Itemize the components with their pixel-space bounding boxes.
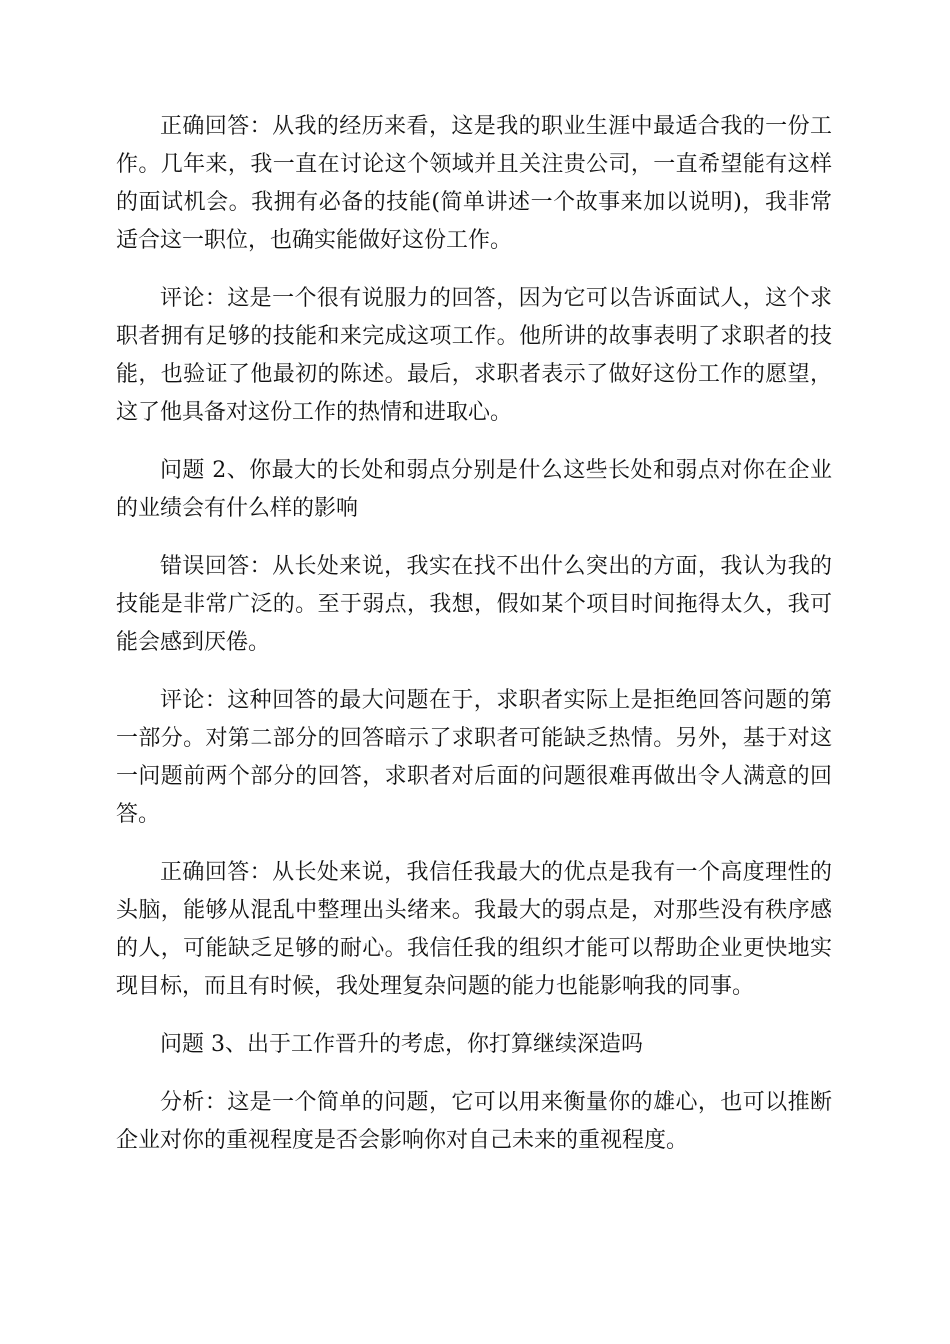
document-body (116, 108, 832, 1180)
paragraph-question-2: 问题 2、你最大的长处和弱点分别是什么这些长处和弱点对你在企业的业绩会有什么样的影响 (116, 458, 832, 521)
paragraph-comment-1: 评论：这是一个很有说服力的回答，因为它可以告诉面试人，这个求职者拥有足够的技能和来完成这项工作。他所讲的故事表明了求职者的技能，也验证了他最初的陈述。最后，求职者表示了做好这份工作的愿望，这了他具备对这份工作的热情和进取心。 (116, 286, 832, 425)
paragraph-correct-answer-1: 正确回答：从我的经历来看，这是我的职业生涯中最适合我的一份工作。几年来，我一直在讨论这个领域并且关注贵公司，一直希望能有这样的面试机会。我拥有必备的技能(简单讲述一个故事来加以说明)，我非常适合这一职位，也确实能做好这份工作。 (116, 114, 832, 253)
paragraph-correct-answer-2: 正确回答：从长处来说，我信任我最大的优点是我有一个高度理性的头脑，能够从混乱中整理出头绪来。我最大的弱点是，对那些没有秩序感的人，可能缺乏足够的耐心。我信任我的组织才能可以帮助企业更快地实现目标，而且有时候，我处理复杂问题的能力也能影响我的同事。 (116, 860, 832, 999)
paragraph-comment-2: 评论：这种回答的最大问题在于，求职者实际上是拒绝回答问题的第一部分。对第二部分的回答暗示了求职者可能缺乏热情。另外，基于对这一问题前两个部分的回答，求职者对后面的问题很难再做出令人满意的回答。 (116, 688, 832, 827)
paragraph-question-3: 问题 3、出于工作晋升的考虑，你打算继续深造吗 (160, 1032, 643, 1057)
paragraph-analysis-3: 分析：这是一个简单的问题，它可以用来衡量你的雄心，也可以推断企业对你的重视程度是否会影响你对自己未来的重视程度。 (116, 1090, 832, 1153)
paragraph-wrong-answer-2: 错误回答：从长处来说，我实在找不出什么突出的方面，我认为我的技能是非常广泛的。至于弱点，我想，假如某个项目时间拖得太久，我可能会感到厌倦。 (116, 554, 832, 655)
